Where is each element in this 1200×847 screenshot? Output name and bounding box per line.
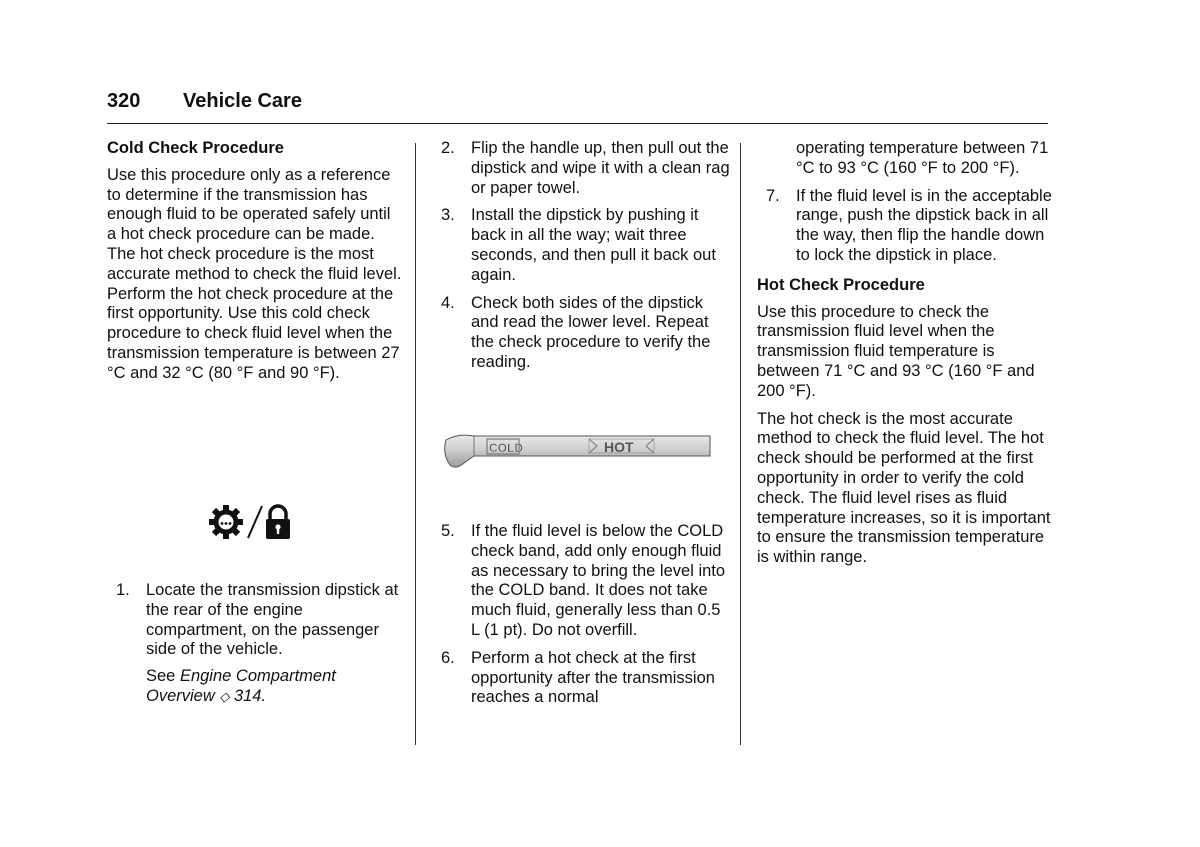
see-page: 314.	[229, 686, 267, 705]
step-number: 7.	[766, 186, 780, 205]
step-number: 1.	[116, 581, 130, 599]
step-text: Install the dipstick by pushing it back in all the way; wait three seconds, and then pull it back out again.	[471, 206, 716, 284]
dipstick-hot-label: HOT	[604, 439, 634, 455]
see-link[interactable]: Engine Compartment Overview	[146, 667, 336, 705]
column-divider-2	[740, 143, 741, 745]
cold-check-intro: Use this procedure only as a reference to determine if the transmission has enough fluid to be operated safely until a hot check procedure can be made. The hot check procedure is the most accurate method to check the fluid level. Perform the hot check procedure at the first opportunity. Use this cold check procedure to check fluid level when the transmission temperature is between 27 °C and 32 °C (80 °F and 90 °F).	[107, 165, 402, 382]
section-title: Vehicle Care	[183, 90, 302, 112]
step-4	[441, 294, 731, 373]
step-2	[441, 139, 731, 198]
hot-check-heading: Hot Check Procedure	[757, 275, 925, 294]
transmission-gear-lock-icon	[206, 500, 296, 544]
step-text: Locate the transmission dipstick at the rear of the engine compartment, on the passenger side of the vehicle.	[146, 581, 399, 659]
column-1	[107, 139, 402, 392]
column-1-steps	[116, 581, 406, 715]
step-number: 3.	[441, 206, 455, 225]
step-number: 2.	[441, 139, 455, 157]
header-rule	[107, 123, 1048, 124]
step-3	[441, 206, 731, 285]
page-number: 320	[107, 90, 141, 112]
step-text: Flip the handle up, then pull out the dipstick and wipe it with a clean rag or paper towel.	[471, 139, 730, 197]
step-text: If the fluid level is below the COLD check band, add only enough fluid as necessary to bring the level into the COLD band. It does not take much fluid, generally less than 0.5 L (1 pt). Do not overfill.	[471, 522, 726, 639]
dipstick-illustration	[440, 430, 712, 474]
column-divider-1	[415, 143, 416, 745]
step-text: If the fluid level is in the acceptable range, push the dipstick back in all the way, then flip the handle down to lock the dipstick in place.	[796, 186, 1052, 264]
cold-check-heading: Cold Check Procedure	[107, 139, 284, 157]
step-number: 5.	[441, 522, 455, 540]
step-number: 4.	[441, 293, 455, 312]
page-ref-arrow-icon: ◇	[219, 688, 230, 704]
step-7	[757, 187, 1052, 266]
step-6-continued: operating temperature between 71 °C to 93 °C (160 °F to 200 °F).	[796, 139, 1049, 177]
step-number: 6.	[441, 648, 455, 667]
step-text: Check both sides of the dipstick and read the lower level. Repeat the check procedure to verify the reading.	[471, 293, 711, 371]
step-5	[441, 522, 731, 641]
step-6	[441, 649, 731, 708]
step-1	[116, 581, 406, 707]
column-3	[757, 139, 1052, 576]
column-2-top	[441, 139, 731, 381]
see-prefix: See	[146, 667, 180, 686]
hot-check-intro: Use this procedure to check the transmission fluid level when the transmission fluid temperature is between 71 °C and 93 °C (160 °F and 200 °F).	[757, 302, 1035, 400]
hot-check-detail: The hot check is the most accurate method to check the fluid level. The hot check should be performed at the first opportunity in order to verify the cold check. The fluid level rises as fluid temperature increases, so it is important to ensure the transmission temperature is within range.	[757, 409, 1051, 567]
column-2-bottom	[441, 522, 731, 716]
step-text: Perform a hot check at the first opportunity after the transmission reaches a normal	[471, 648, 715, 707]
see-reference	[146, 667, 406, 707]
dipstick-cold-label: COLD	[489, 441, 523, 455]
